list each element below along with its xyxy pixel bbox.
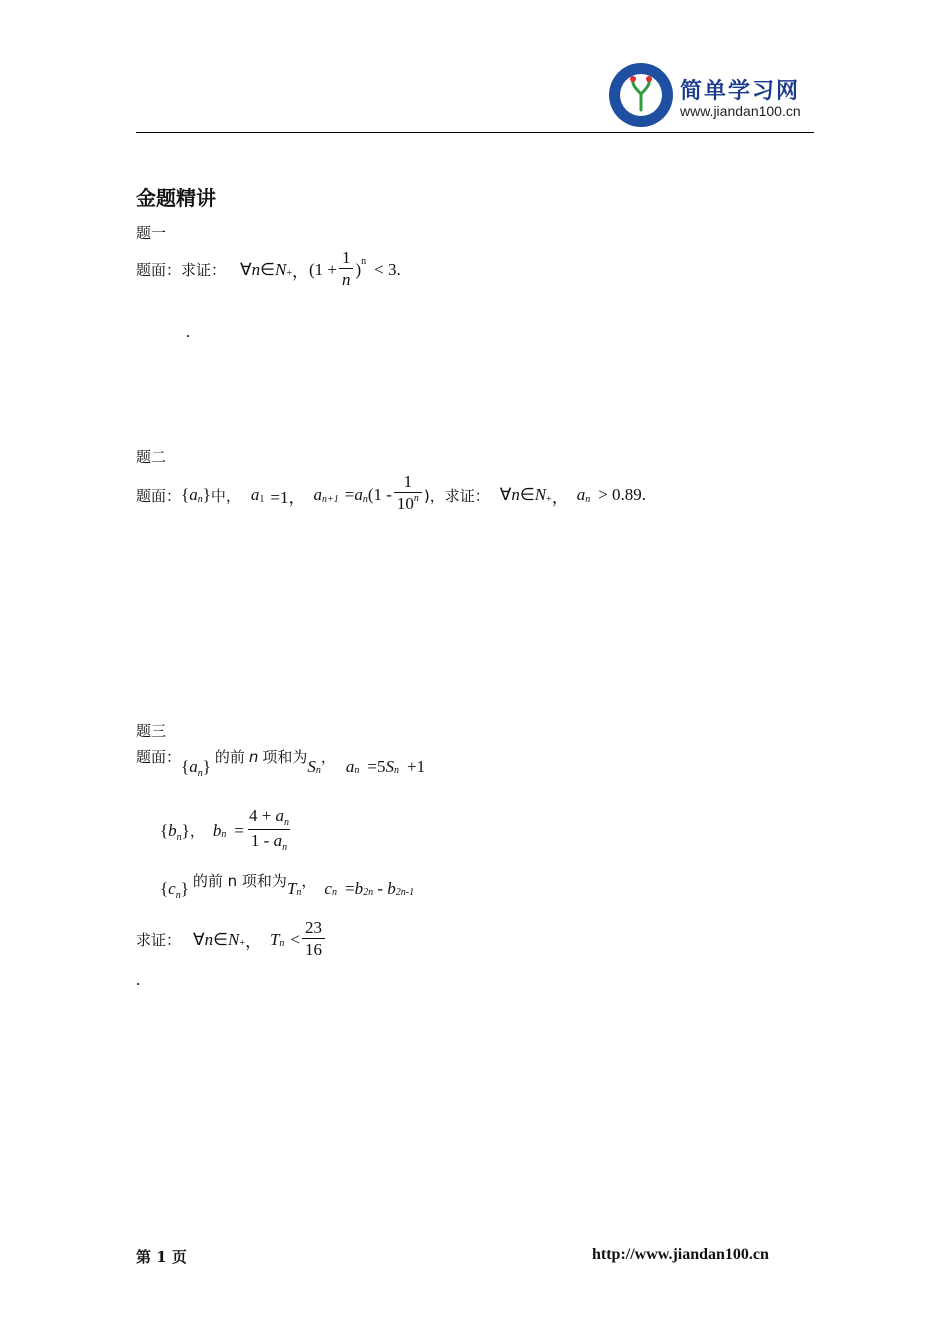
sub-n: n [331, 887, 337, 898]
var-T: T [269, 929, 280, 949]
var-b: b [354, 878, 364, 898]
var-n: n [511, 485, 520, 504]
footer-url[interactable]: http://www.jiandan100.cn [592, 1246, 769, 1263]
in-symbol: ∈ [519, 485, 535, 504]
fraction-denominator [394, 492, 422, 518]
logo-emblem [608, 62, 674, 128]
var-a: a [189, 756, 198, 776]
eq-one: =1， [270, 487, 306, 507]
var-b: b [168, 820, 177, 840]
sub-n: n [197, 493, 203, 505]
seq-c: $\{c_n\}$ [160, 878, 189, 901]
set-N-sub: + [546, 493, 552, 505]
fraction-numerator: 1 [403, 472, 413, 491]
fraction-1-over-10n [394, 472, 422, 518]
forall-symbol: ∀ [193, 929, 205, 949]
comma: ， [301, 872, 317, 890]
var-a: a [313, 485, 322, 504]
var-b: b [212, 820, 222, 840]
var-c: c [168, 878, 176, 898]
sub-n: n [282, 842, 288, 853]
sub-n: n [296, 887, 302, 898]
paren-close-prove: )，求证： [423, 486, 490, 505]
sub-n: n [176, 831, 182, 843]
var-a: a [345, 756, 355, 776]
comma: ， [320, 748, 336, 766]
brand-url: www.jiandan100.cn [680, 103, 801, 119]
set-N-sub: + [286, 268, 292, 279]
set-N-sub: + [239, 938, 245, 949]
seq-a: $\{a_n\}$ [181, 756, 211, 779]
den-exponent: n [413, 493, 419, 504]
sub-n-plus-1: n+1 [321, 493, 339, 505]
problem-1-label: 题一 [136, 224, 167, 242]
seq-b: $\{b_n\}$ [160, 820, 190, 843]
period: . [396, 259, 401, 279]
sub-2n-minus-1: 2n-1 [395, 887, 415, 898]
in-symbol: ∈ [260, 259, 275, 279]
fraction-23-16 [302, 918, 325, 961]
prove-prefix: 求证： [136, 931, 182, 949]
var-a: a [576, 485, 586, 504]
problem-3-line-3 [160, 870, 415, 901]
problem-3-line-1 [136, 746, 426, 779]
fraction-b-n [246, 806, 292, 855]
fraction-1-over-n [339, 248, 354, 291]
expr-open: (1 + [308, 259, 337, 279]
var-a: a [250, 485, 260, 504]
den-text: 1 - [250, 831, 274, 850]
set-N: N [274, 259, 287, 279]
text-zhong: 中， [210, 486, 241, 505]
text-de-qian: 的前 [214, 748, 245, 766]
var-S: S [385, 756, 395, 776]
comma: ， [189, 822, 205, 840]
set-N: N [227, 929, 240, 949]
sub-n: n [354, 765, 360, 776]
text-line3: 的前 n 项和为 [192, 872, 287, 890]
seq-open: { [181, 485, 190, 504]
fraction-denominator: n [339, 268, 354, 291]
expr-close: ) [355, 259, 362, 279]
eq-5: =5 [367, 756, 386, 776]
var-a: a [275, 806, 285, 825]
stray-dot: . [136, 970, 141, 989]
section-title: 金题精讲 [136, 186, 216, 210]
inequality-tail: > 0.89 [598, 485, 642, 504]
lt-sign: < [290, 929, 301, 949]
fraction-denominator: 16 [302, 938, 325, 961]
seq-close: } [202, 485, 211, 504]
problem-2-label: 题二 [136, 448, 167, 466]
num-text: 4 + [248, 806, 276, 825]
period: . [641, 485, 647, 504]
var-n: n [251, 259, 261, 279]
sub-n: n [197, 767, 203, 779]
var-n: n [248, 747, 259, 766]
fraction-numerator: 1 [341, 248, 351, 267]
problem-3-stem-prefix: 题面： [136, 748, 182, 766]
forall-symbol: ∀ [240, 259, 252, 279]
sub-n: n [221, 829, 227, 840]
sub-n: n [394, 765, 400, 776]
stray-dot: . [186, 322, 191, 341]
problem-3-prove [136, 918, 327, 961]
problem-3-label: 题三 [136, 722, 167, 740]
sub-n: n [279, 938, 285, 949]
var-c: c [324, 878, 332, 898]
eq-sign: = [234, 820, 244, 840]
text-xiang-he-wei: 项和为 [262, 748, 308, 766]
inequality-tail: < 3 [374, 259, 397, 279]
var-T: T [286, 878, 297, 898]
set-N: N [534, 485, 547, 504]
exponent-n: n [361, 256, 367, 267]
fraction-numerator [246, 806, 292, 829]
problem-3-line-2 [160, 806, 294, 855]
comma: ， [244, 932, 262, 951]
sub-n: n [362, 493, 368, 505]
problem-1-statement [136, 248, 401, 291]
sub-n: n [315, 765, 321, 776]
problem-2-stem-prefix: 题面： [136, 486, 182, 505]
fraction-numerator: 23 [305, 918, 323, 937]
comma: ， [551, 487, 569, 507]
sub-1: 1 [259, 493, 265, 505]
plus-one: +1 [407, 756, 426, 776]
sub-n: n [175, 889, 181, 901]
paren-open: (1 - [367, 485, 392, 504]
footer-page-label: 第 1 页 [136, 1248, 187, 1266]
forall-symbol: ∀ [499, 485, 512, 504]
minus-sign: - [373, 878, 388, 898]
sub-2n: 2n [363, 887, 374, 898]
problem-1-stem-prefix: 题面：求证： [136, 261, 227, 279]
sub-n: n [585, 493, 591, 505]
var-a: a [189, 485, 198, 504]
sub-n: n [284, 817, 290, 828]
fraction-denominator [248, 829, 290, 855]
var-b: b [387, 878, 396, 898]
var-S: S [307, 756, 316, 776]
den-base: 10 [396, 494, 414, 513]
problem-2-statement [136, 472, 646, 518]
brand-name: 简单学习网 [680, 79, 801, 104]
eq-sign: = [344, 485, 355, 504]
header-divider [136, 132, 814, 133]
comma: ， [291, 262, 309, 281]
var-a: a [354, 485, 363, 504]
var-a: a [273, 831, 283, 850]
eq-sign: = [344, 878, 355, 898]
var-n: n [204, 929, 214, 949]
in-symbol: ∈ [213, 929, 228, 949]
